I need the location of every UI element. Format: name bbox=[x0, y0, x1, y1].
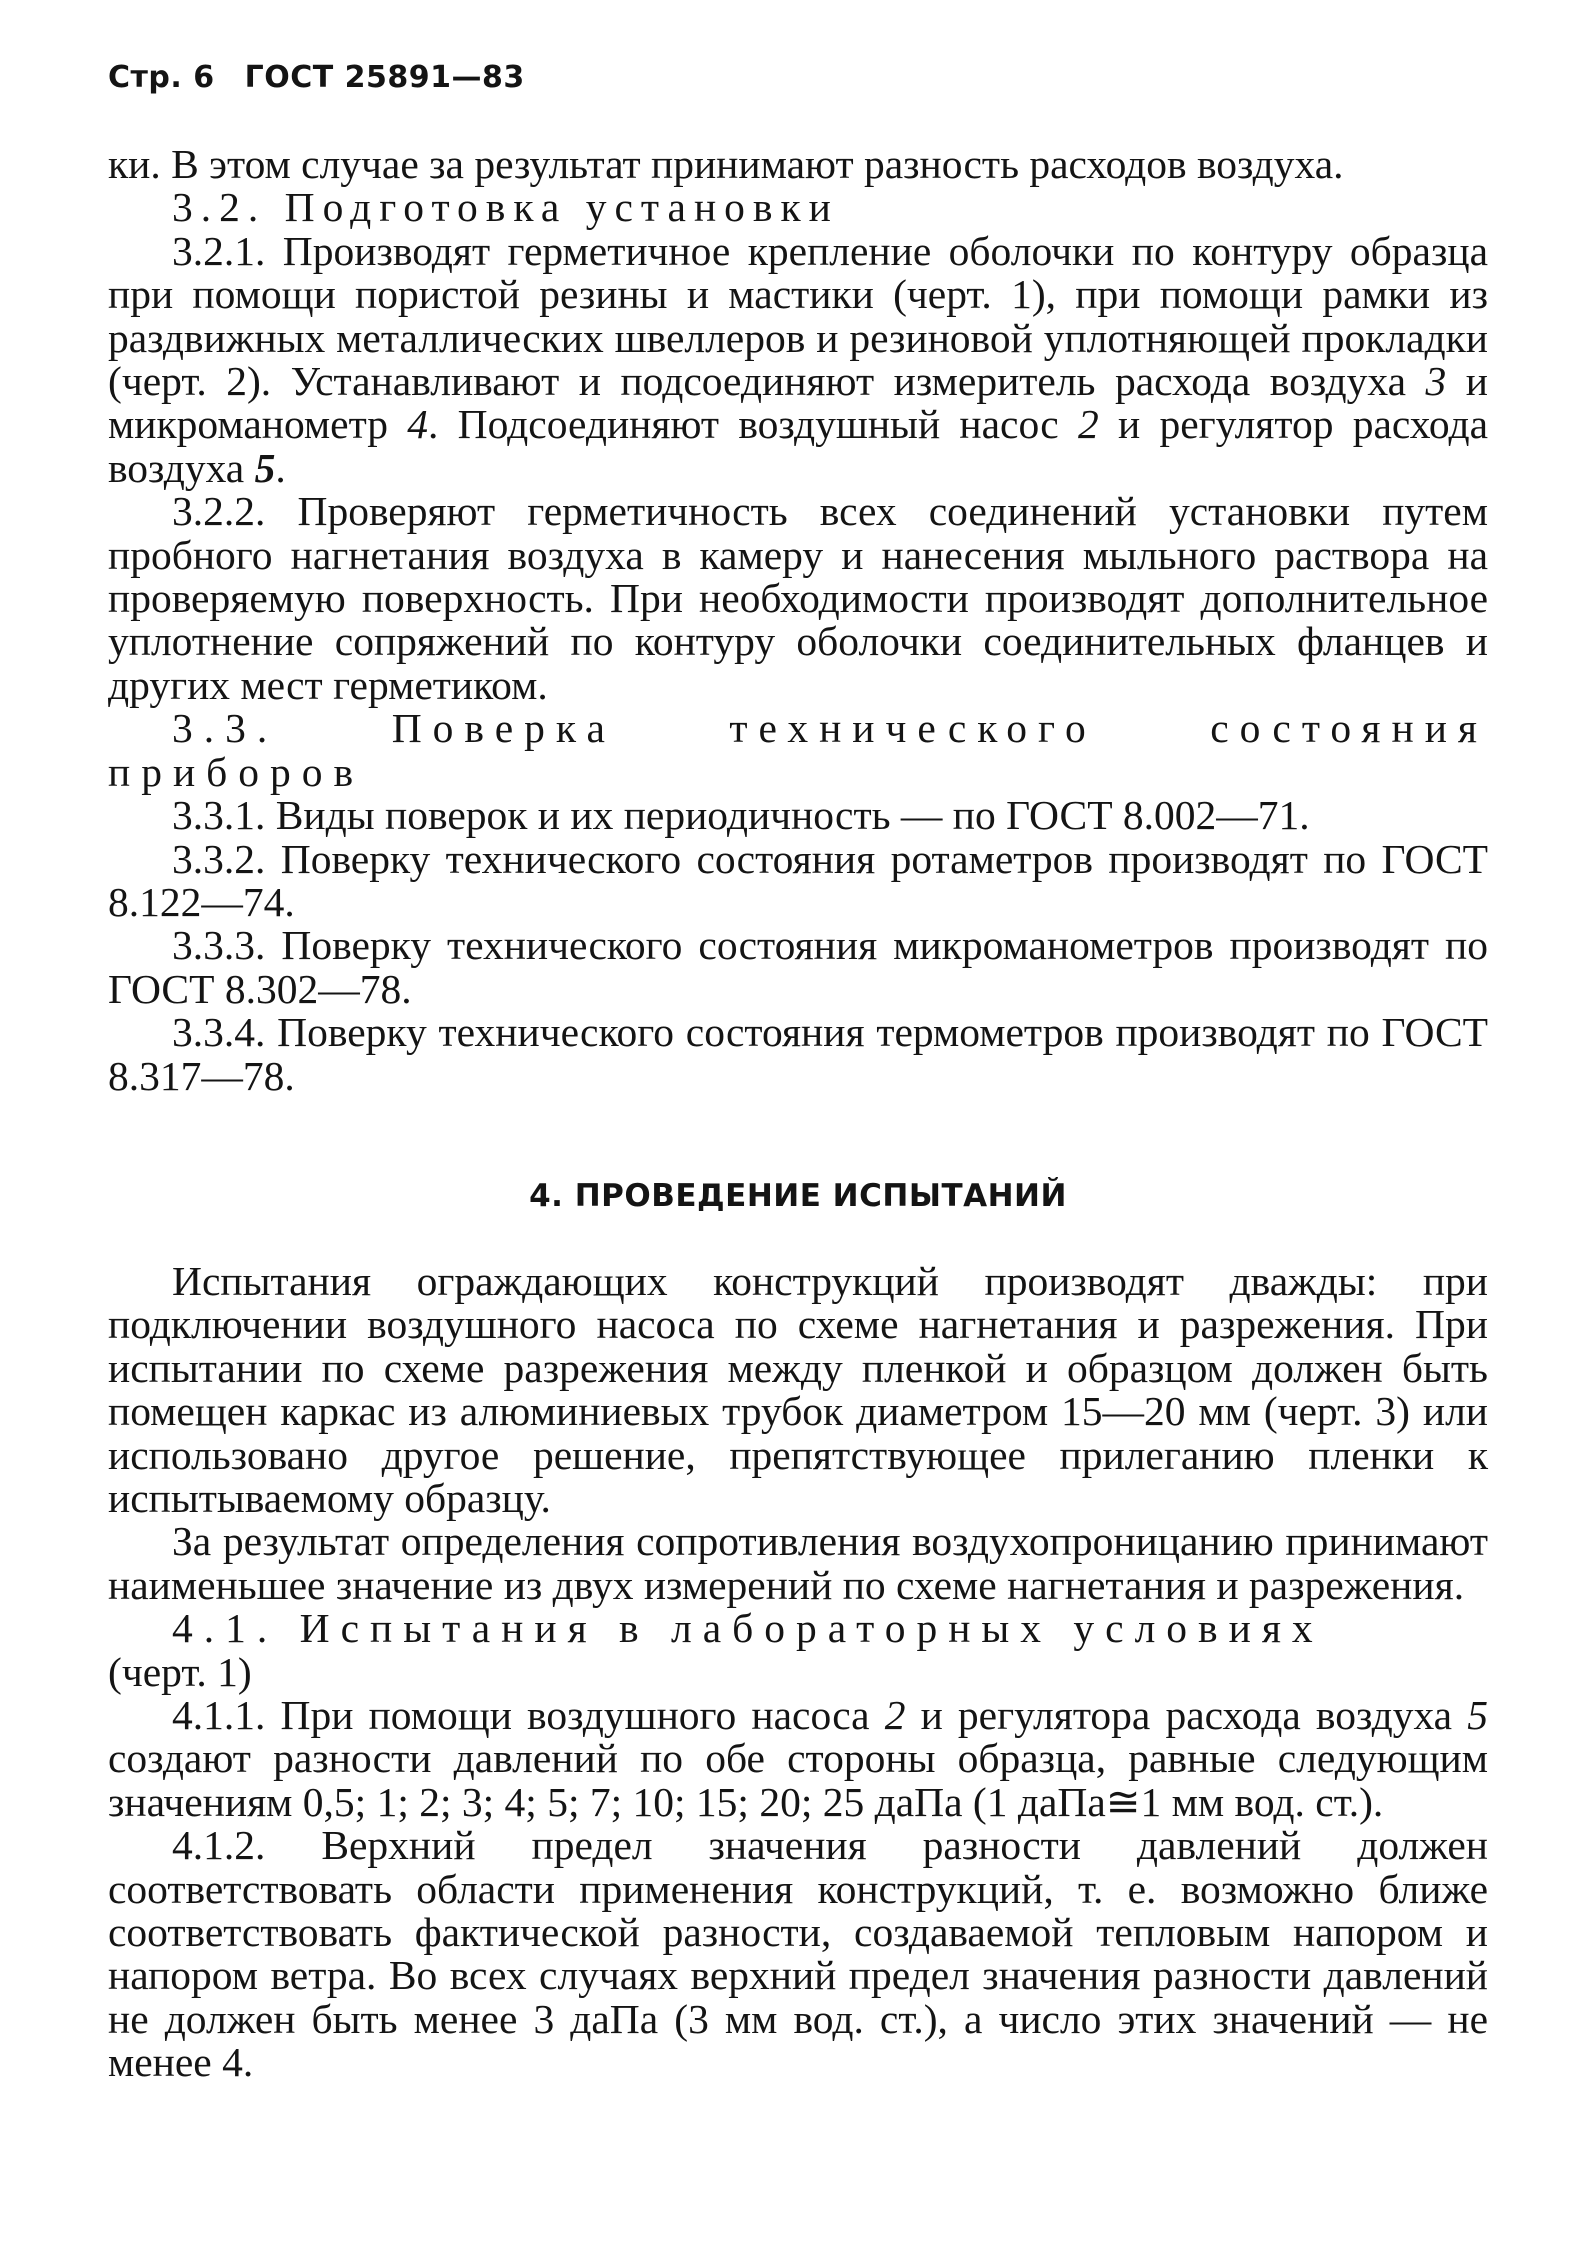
paragraph-4-intro-2: За результат определения сопротивления воздухопроницанию принимают наименьшее значение из двух измерений по схеме нагнетания и разрежения. bbox=[108, 1518, 1488, 1608]
subsection-3-2-title: 3.2. Подготовка установки bbox=[172, 184, 839, 231]
ref-number-2: 2 bbox=[1077, 401, 1099, 448]
paragraph-3-2-1-text-d: и регулятор расхода воздуха bbox=[108, 401, 1489, 491]
body-text bbox=[108, 143, 1488, 2085]
paragraph-4-1-1 bbox=[108, 1694, 1488, 1824]
page-header bbox=[108, 60, 525, 95]
paragraph-3-2-1 bbox=[108, 227, 1489, 491]
paragraph-continuation: ки. В этом случае за результат принимают разность расходов воздуха. bbox=[108, 141, 1344, 187]
subsection-3-3-title: 3.3. Поверка технического состояния приборов bbox=[108, 705, 1488, 795]
standard-number: ГОСТ 25891—83 bbox=[244, 60, 525, 95]
ref-number-2b: 2 bbox=[884, 1692, 906, 1738]
paragraph-3-3-2: 3.3.2. Поверку технического состояния ротаметров производят по ГОСТ 8.122—74. bbox=[108, 835, 1488, 925]
ref-number-5b: 5 bbox=[1467, 1692, 1488, 1738]
paragraph-4-1-1-text-a: 4.1.1. При помощи воздушного насоса bbox=[172, 1692, 885, 1738]
subsection-4-1-title: 4.1. Испытания в лабораторных условиях bbox=[172, 1605, 1324, 1652]
paragraph-3-3-3: 3.3.3. Поверку технического состояния микроманометров производят по ГОСТ 8.302—78. bbox=[108, 922, 1488, 1012]
paragraph-3-2-1-text-b: и микроманометр bbox=[108, 358, 1488, 448]
page-number: Стр. 6 bbox=[108, 60, 215, 95]
subsection-4-1-reference: (черт. 1) bbox=[108, 1648, 252, 1695]
paragraph-3-3-1: 3.3.1. Виды поверок и их периодичность — по ГОСТ 8.002—71. bbox=[172, 792, 1310, 839]
paragraph-4-1-1-text-c: создают разности давлений по обе стороны образца, равные следующим значениям 0,5; 1; 2; 3; 4; 5; 7; 10; 15; 20; 25 даПа (1 даПа≅1 мм вод. ст.). bbox=[108, 1735, 1488, 1825]
ref-number-3: 3 bbox=[1425, 358, 1447, 405]
paragraph-3-3-4: 3.3.4. Поверку технического состояния термометров производят по ГОСТ 8.317—78. bbox=[108, 1009, 1488, 1099]
paragraph-4-1-1-text-b: и регулятора расхода воздуха bbox=[905, 1692, 1468, 1738]
paragraph-4-1-2: 4.1.2. Верхний предел значения разности давлений должен соответствовать области применения конструкций, т. е. возможно ближе соответствовать фактической разности, создаваемой тепловым напором и напором ветра. Во всех случаях верхний предел значения разности давлений не должен быть менее 3 даПа (3 мм вод. ст.), а число этих значений — не менее 4. bbox=[108, 1822, 1488, 2086]
paragraph-3-2-1-text-e: . bbox=[275, 444, 286, 491]
paragraph-3-2-1-text-c: . Подсоединяют воздушный насос bbox=[428, 401, 1078, 448]
paragraph-3-2-2: 3.2.2. Проверяют герметичность всех соединений установки путем пробного нагнетания воздуха в камеру и нанесения мыльного раствора на проверяемую поверхность. При необходимости производят дополнительное уплотнение сопряжений по контуру оболочки соединительных фланцев и других мест герметиком. bbox=[108, 488, 1488, 708]
paragraph-3-2-1-text-a: 3.2.1. Производят герметичное крепление оболочки по контуру образца при помощи пористой резины и мастики (черт. 1), при помощи рамки из раздвижных металлических швеллеров и резиновой уплотняющей прокладки (черт. 2). Устанавливают и подсоединяют измеритель расхода воздуха bbox=[108, 227, 1488, 405]
ref-number-4: 4 bbox=[407, 401, 429, 448]
paragraph-4-intro-1: Испытания ограждающих конструкций производят дважды: при подключении воздушного насоса по схеме нагнетания и разрежения. При испытании по схеме разрежения между пленкой и образцом должен быть помещен каркас из алюминиевых трубок диаметром 15—20 мм (черт. 3) или использовано другое решение, препятствующее прилеганию пленки к испытываемому образцу. bbox=[108, 1257, 1488, 1521]
section-4-title: 4. ПРОВЕДЕНИЕ ИСПЫТАНИЙ bbox=[529, 1177, 1067, 1214]
ref-number-5: 5 bbox=[254, 444, 276, 491]
